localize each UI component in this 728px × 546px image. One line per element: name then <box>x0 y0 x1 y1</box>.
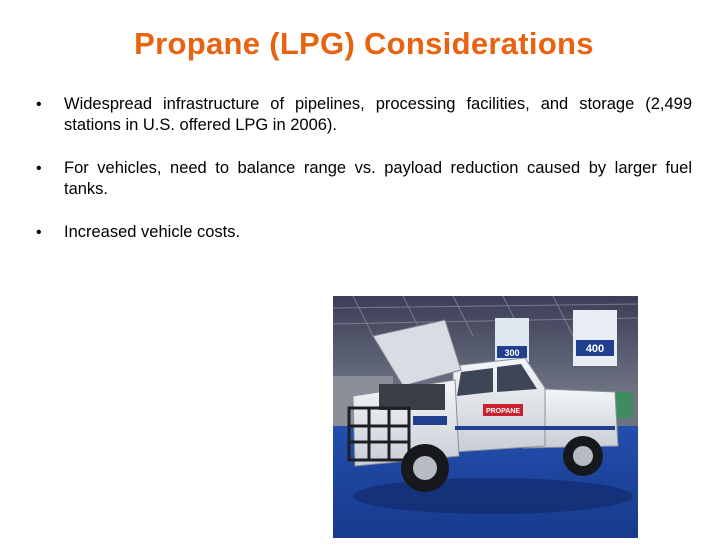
front-wheel <box>401 444 449 492</box>
propane-truck-photo <box>333 296 638 538</box>
bullet-list <box>36 94 692 265</box>
truck-photo-illustration <box>333 296 638 538</box>
svg-text:400: 400 <box>585 343 605 355</box>
bullet-text: Increased vehicle costs. <box>64 223 241 241</box>
bullet-item <box>36 158 692 200</box>
bullet-marker: • <box>36 96 42 113</box>
bullet-text: For vehicles, need to balance range vs. payload reduction caused by larger fuel tanks. <box>64 159 692 198</box>
bullet-item <box>36 94 692 136</box>
bullet-marker: • <box>36 224 42 241</box>
bullet-marker: • <box>36 160 42 177</box>
body-stripe <box>455 426 615 430</box>
slide-title: Propane (LPG) Considerations <box>134 26 594 61</box>
rear-wheel <box>563 436 603 476</box>
bullet-text: Widespread infrastructure of pipelines, processing facilities, and storage (2,499 stations in U.S. offered LPG in 2006). <box>64 95 692 134</box>
svg-text:PROPANE: PROPANE <box>485 408 521 415</box>
bullet-item <box>36 222 692 243</box>
svg-text:300: 300 <box>504 348 520 358</box>
booth-sign-400 <box>573 310 617 366</box>
booth-sign-300 <box>495 318 529 362</box>
engine-bay <box>379 384 445 410</box>
truck-shadow <box>353 478 633 514</box>
